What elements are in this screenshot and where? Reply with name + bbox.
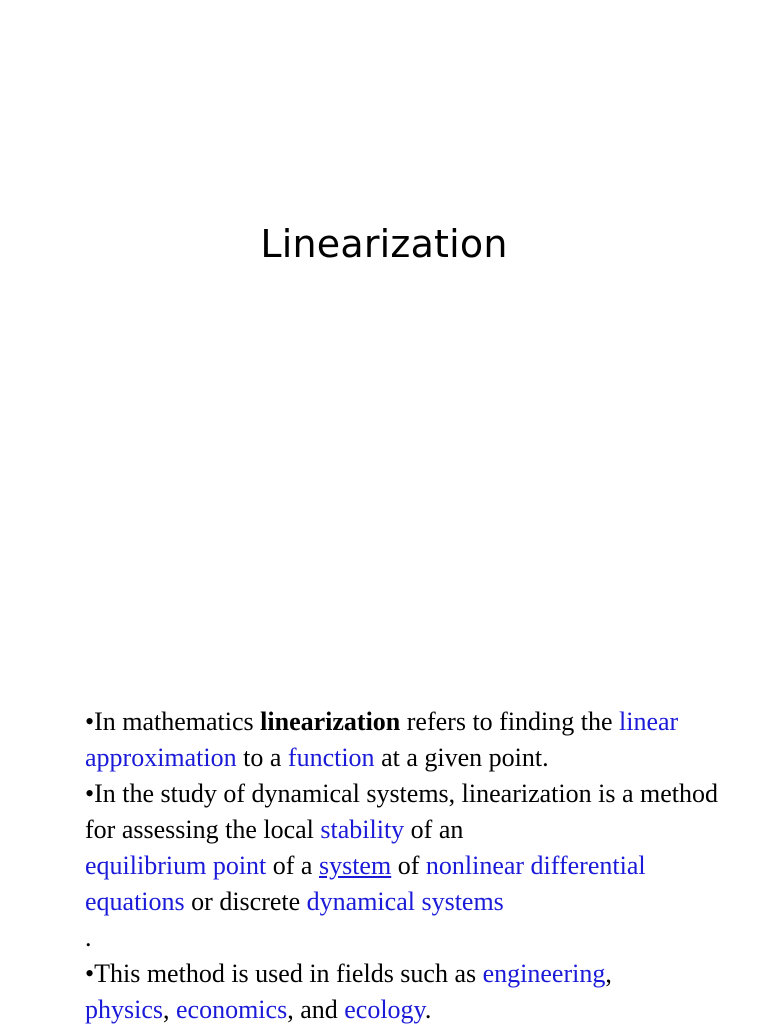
bullet-text: to a	[236, 743, 288, 772]
bullet-text: This method is used in fields such as	[94, 959, 483, 988]
bullet-marker: •	[85, 959, 95, 988]
bullet-text: or discrete	[184, 887, 307, 916]
link-equilibrium-point[interactable]: equilibrium point	[85, 851, 267, 880]
link-physics[interactable]: physics	[85, 995, 163, 1024]
bullet-marker: •	[85, 779, 95, 808]
bold-term-linearization: linearization	[260, 707, 401, 736]
bullet-text: of a	[266, 851, 319, 880]
bullet-list	[85, 704, 725, 1028]
bullet-text: at a given point.	[374, 743, 549, 772]
slide-title: Linearization	[260, 222, 508, 266]
bullet-text: .	[424, 995, 432, 1024]
link-system[interactable]: system	[318, 851, 392, 880]
bullet-text: .	[85, 923, 92, 952]
link-engineering[interactable]: engineering	[482, 959, 606, 988]
bullet-text: of	[391, 851, 426, 880]
bullet-text: of an	[404, 815, 464, 844]
link-ecology[interactable]: ecology	[344, 995, 425, 1024]
link-dynamical-systems[interactable]: dynamical systems	[306, 887, 504, 916]
bullet-1	[85, 704, 725, 776]
link-linear-approximation[interactable]: linear approximation	[85, 707, 679, 772]
bullet-text: , and	[287, 995, 345, 1024]
link-economics[interactable]: economics	[176, 995, 288, 1024]
bullet-text: ,	[163, 995, 176, 1024]
link-stability[interactable]: stability	[320, 815, 405, 844]
link-nonlinear-differential-equations[interactable]: nonlinear differential equations	[85, 851, 646, 916]
bullet-text: In the study of dynamical systems, linearization is a method for assessing the local	[85, 779, 718, 844]
bullet-text: In mathematics	[94, 707, 261, 736]
bullet-text: refers to finding the	[400, 707, 620, 736]
link-function[interactable]: function	[287, 743, 375, 772]
bullet-marker: •	[85, 707, 95, 736]
bullet-3	[85, 956, 725, 1028]
bullet-2	[85, 776, 725, 956]
bullet-text: ,	[605, 959, 612, 988]
